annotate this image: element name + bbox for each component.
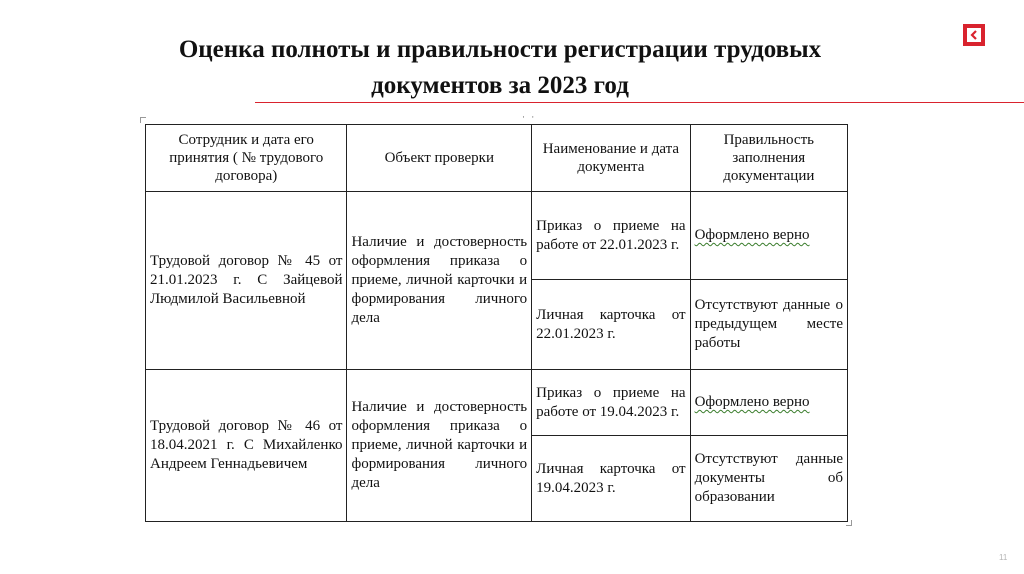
employee-cell: Трудовой договор № 45 от 21.01.2023 г. С Зайцевой Людмилой Васильевной xyxy=(146,192,347,370)
header-object: Объект проверки xyxy=(347,125,532,192)
logo-inner xyxy=(967,28,981,42)
result-cell xyxy=(690,192,847,280)
object-cell: Наличие и достоверность оформления приказа о приеме, личной карточки и формирования личного дела xyxy=(347,370,532,522)
result-text: Оформлено верно xyxy=(694,394,810,410)
table-header-row xyxy=(146,125,848,192)
result-cell: Отсутствуют данные о предыдущем месте работы xyxy=(690,280,847,370)
title-line-2: документов за 2023 год xyxy=(371,72,629,99)
table-row xyxy=(146,192,848,280)
chevron-left-icon xyxy=(969,30,979,40)
header-employee: Сотрудник и дата его принятия ( № трудового договора) xyxy=(146,125,347,192)
table-row xyxy=(146,370,848,436)
slide-title xyxy=(60,32,940,104)
title-line-1: Оценка полноты и правильности регистрации трудовых xyxy=(178,36,822,63)
document-cell: Личная карточка от 19.04.2023 г. xyxy=(532,436,690,522)
header-result: Правильность заполнения документации xyxy=(690,125,847,192)
employee-cell: Трудовой договор № 46 от 18.04.2021 г. С Михайленко Андреем Геннадьевичем xyxy=(146,370,347,522)
result-cell: Отсутствуют данные документы об образовании xyxy=(690,436,847,522)
document-cell: Личная карточка от 22.01.2023 г. xyxy=(532,280,690,370)
brand-logo-icon xyxy=(963,24,985,46)
page-number: 11 xyxy=(999,553,1008,562)
document-cell: Приказ о приеме на работе от 19.04.2023 г. xyxy=(532,370,690,436)
header-document: Наименование и дата документа xyxy=(532,125,690,192)
decorative-dots: · · xyxy=(522,112,537,122)
corner-mark-top-left xyxy=(140,117,146,123)
title-underline xyxy=(255,102,1024,103)
object-cell: Наличие и достоверность оформления приказа о приеме, личной карточки и формирования личного дела xyxy=(347,192,532,370)
result-text: Оформлено верно xyxy=(694,227,810,243)
audit-table xyxy=(145,124,848,522)
document-cell: Приказ о приеме на работе от 22.01.2023 г. xyxy=(532,192,690,280)
result-cell xyxy=(690,370,847,436)
